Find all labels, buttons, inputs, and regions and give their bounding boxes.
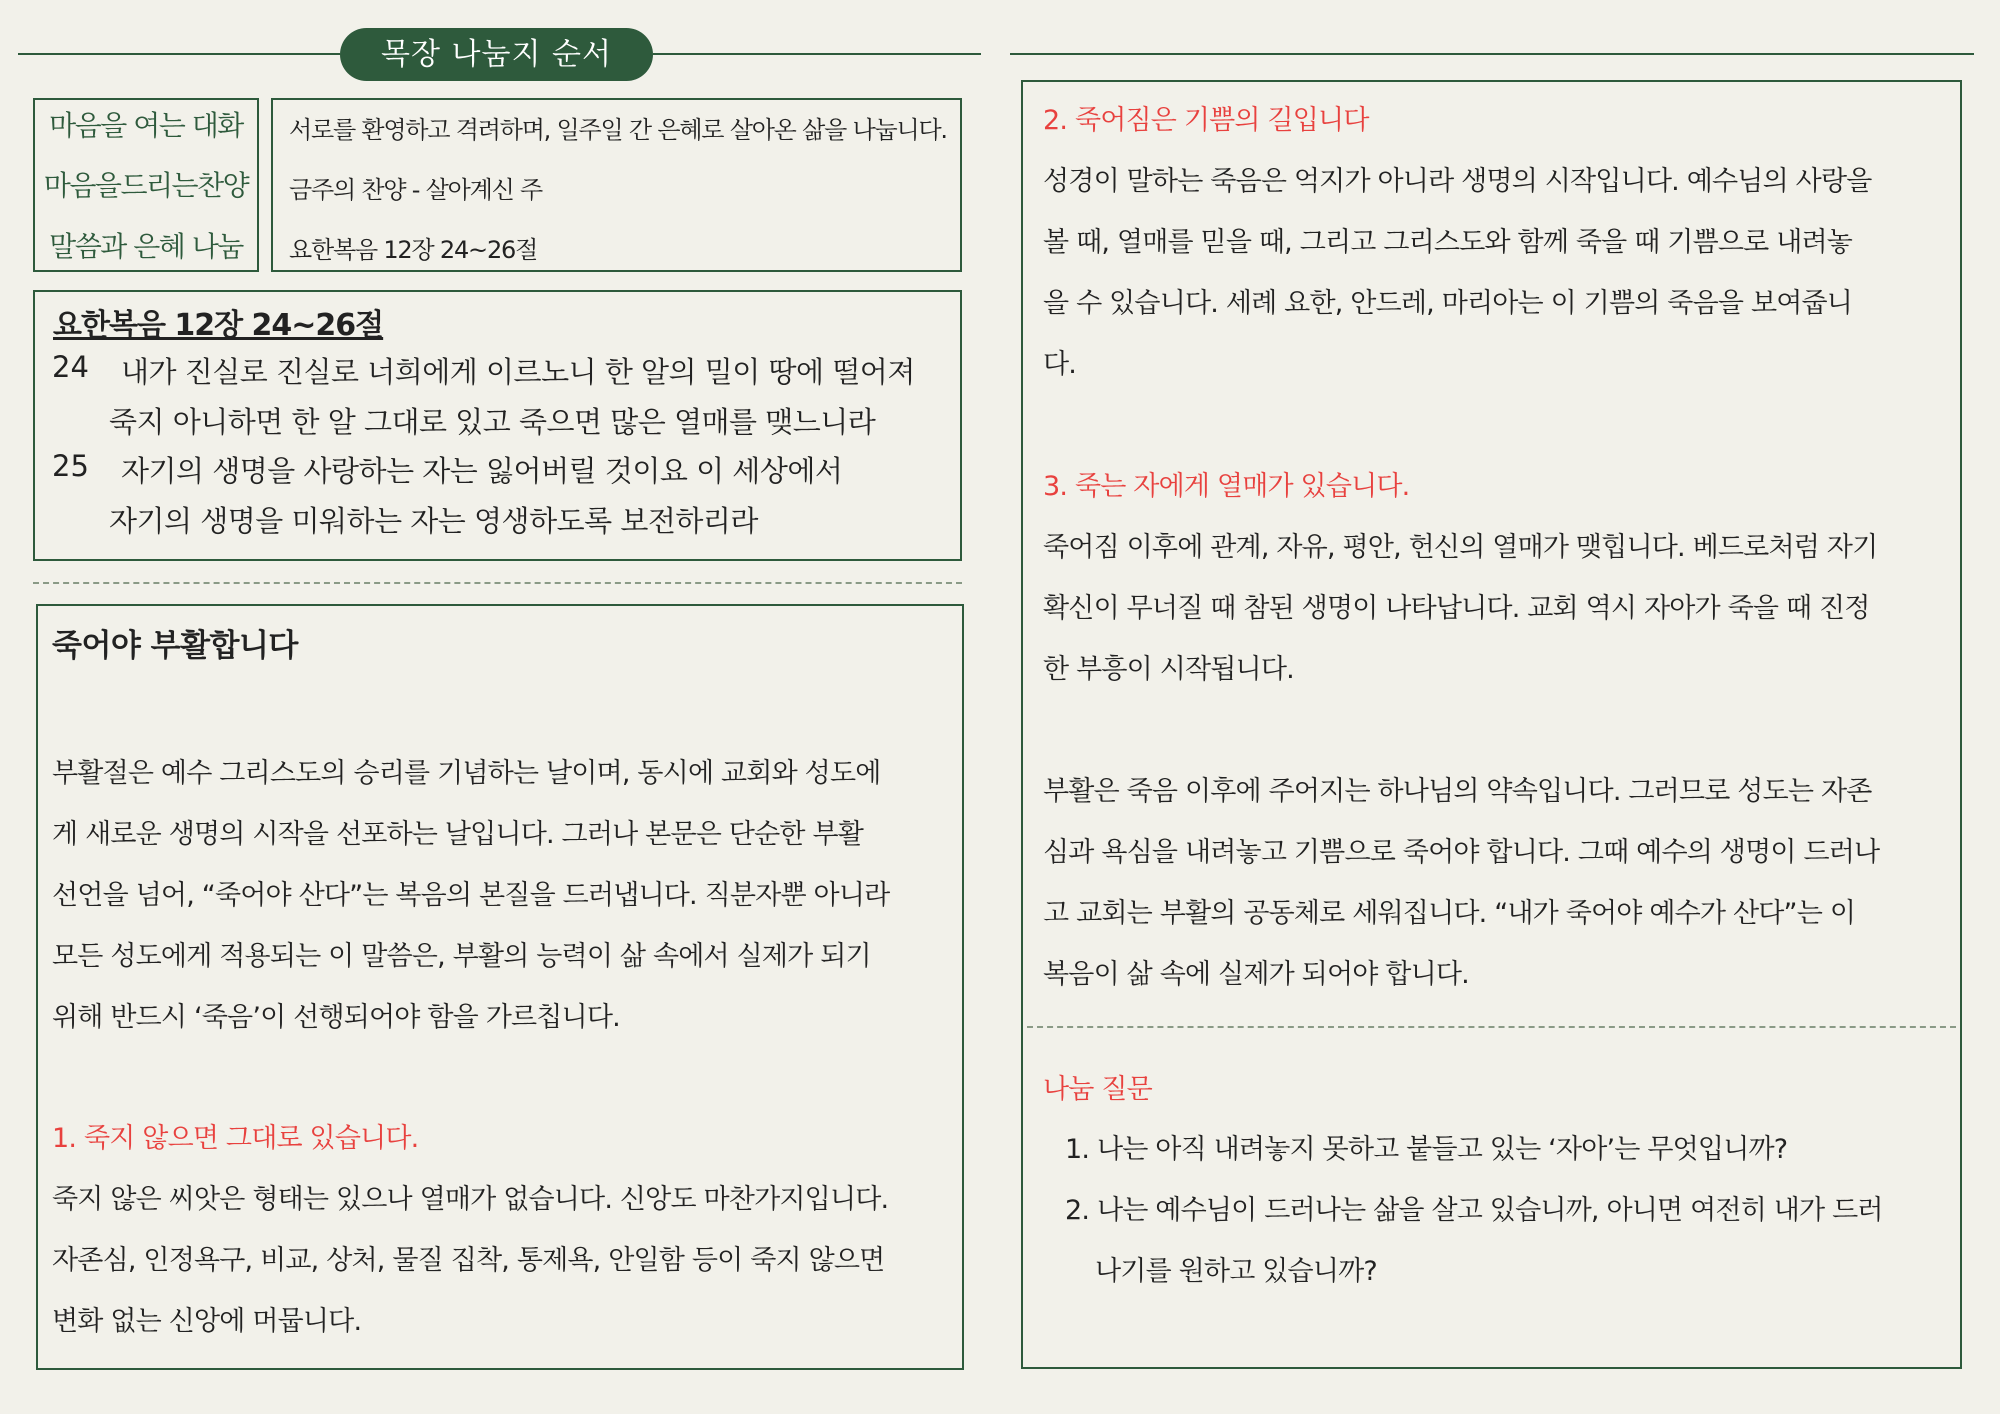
scripture-box xyxy=(33,290,962,561)
order-text-dialogue: 서로를 환영하고 격려하며, 일주일 간 은혜로 살아온 삶을 나눕니다. xyxy=(289,116,947,144)
verse-line: 자기의 생명을 사랑하는 자는 잃어버릴 것이요 이 세상에서 xyxy=(121,454,843,488)
header-rule-left xyxy=(18,53,340,55)
order-text-praise: 금주의 찬양 - 살아계신 주 xyxy=(289,176,543,204)
order-labels-box xyxy=(33,98,259,272)
point2-line: 다. xyxy=(1043,349,1077,380)
header-rule-mid xyxy=(653,53,981,55)
conclusion-line: 부활은 죽음 이후에 주어지는 하나님의 약속입니다. 그러므로 성도는 자존 xyxy=(1043,776,1872,807)
conclusion-line: 복음이 삶 속에 실제가 되어야 합니다. xyxy=(1043,959,1469,990)
verse-line: 자기의 생명을 미워하는 자는 영생하도록 보전하리라 xyxy=(109,504,758,538)
point2-line: 볼 때, 열매를 믿을 때, 그리고 그리스도와 함께 죽을 때 기쁨으로 내려놓 xyxy=(1043,227,1853,258)
intro-line: 위해 반드시 ‘죽음’이 선행되어야 함을 가르칩니다. xyxy=(52,1002,620,1033)
point3-line: 한 부흥이 시작됩니다. xyxy=(1043,654,1294,685)
sermon-box xyxy=(36,604,964,1370)
order-text-box xyxy=(271,98,962,272)
page-title: 목장 나눔지 순서 xyxy=(340,28,653,81)
order-label-dialogue: 마음을 여는 대화 xyxy=(49,109,243,142)
divider-left xyxy=(33,582,962,584)
point1-heading: 1. 죽지 않으면 그대로 있습니다. xyxy=(52,1123,419,1154)
right-column-box xyxy=(1021,80,1962,1369)
intro-line: 선언을 넘어, “죽어야 산다”는 복음의 본질을 드러냅니다. 직분자뿐 아니라 xyxy=(52,880,890,911)
intro-line: 모든 성도에게 적용되는 이 말씀은, 부활의 능력이 삶 속에서 실제가 되기 xyxy=(52,941,871,972)
point1-line: 변화 없는 신앙에 머뭅니다. xyxy=(52,1306,362,1337)
verse-line: 죽지 아니하면 한 알 그대로 있고 죽으면 많은 열매를 맺느니라 xyxy=(109,405,876,439)
intro-line: 부활절은 예수 그리스도의 승리를 기념하는 날이며, 동시에 교회와 성도에 xyxy=(52,758,881,789)
point3-line: 죽어짐 이후에 관계, 자유, 평안, 헌신의 열매가 맺힙니다. 베드로처럼 자기 xyxy=(1043,532,1878,563)
scripture-title: 요한복음 12장 24~26절 xyxy=(53,308,384,343)
verse-number: 24 xyxy=(52,350,89,384)
point3-line: 확신이 무너질 때 참된 생명이 나타납니다. 교회 역시 자아가 죽을 때 진정 xyxy=(1043,593,1870,624)
questions-heading: 나눔 질문 xyxy=(1043,1074,1152,1105)
question-1: 1. 나는 아직 내려놓지 못하고 붙들고 있는 ‘자아’는 무엇입니까? xyxy=(1065,1134,1788,1165)
point1-line: 죽지 않은 씨앗은 형태는 있으나 열매가 없습니다. 신앙도 마찬가지입니다. xyxy=(52,1184,889,1215)
verse-line: 내가 진실로 진실로 너희에게 이르노니 한 알의 밀이 땅에 떨어져 xyxy=(121,355,915,389)
question-2: 2. 나는 예수님이 드러나는 삶을 살고 있습니까, 아니면 여전히 내가 드러 xyxy=(1065,1195,1883,1226)
conclusion-line: 심과 욕심을 내려놓고 기쁨으로 죽어야 합니다. 그때 예수의 생명이 드러나 xyxy=(1043,837,1880,868)
point2-line: 을 수 있습니다. 세례 요한, 안드레, 마리아는 이 기쁨의 죽음을 보여줍니 xyxy=(1043,288,1853,319)
order-label-praise: 마음을드리는찬양 xyxy=(43,169,249,202)
point3-heading: 3. 죽는 자에게 열매가 있습니다. xyxy=(1043,471,1410,502)
point2-heading: 2. 죽어짐은 기쁨의 길입니다 xyxy=(1043,105,1369,136)
divider-right xyxy=(1027,1026,1956,1028)
question-2-cont: 나기를 원하고 있습니까? xyxy=(1095,1256,1377,1287)
conclusion-line: 고 교회는 부활의 공동체로 세워집니다. “내가 죽어야 예수가 산다”는 이 xyxy=(1043,898,1856,929)
order-label-word: 말씀과 은혜 나눔 xyxy=(49,230,243,263)
point1-line: 자존심, 인정욕구, 비교, 상처, 물질 집착, 통제욕, 안일함 등이 죽지 않으면 xyxy=(52,1245,885,1276)
order-text-word: 요한복음 12장 24~26절 xyxy=(289,236,538,264)
verse-number: 25 xyxy=(52,449,89,483)
sermon-title: 죽어야 부활합니다 xyxy=(52,628,298,664)
point2-line: 성경이 말하는 죽음은 억지가 아니라 생명의 시작입니다. 예수님의 사랑을 xyxy=(1043,166,1872,197)
header-rule-right xyxy=(1010,53,1974,55)
intro-line: 게 새로운 생명의 시작을 선포하는 날입니다. 그러나 본문은 단순한 부활 xyxy=(52,819,864,850)
